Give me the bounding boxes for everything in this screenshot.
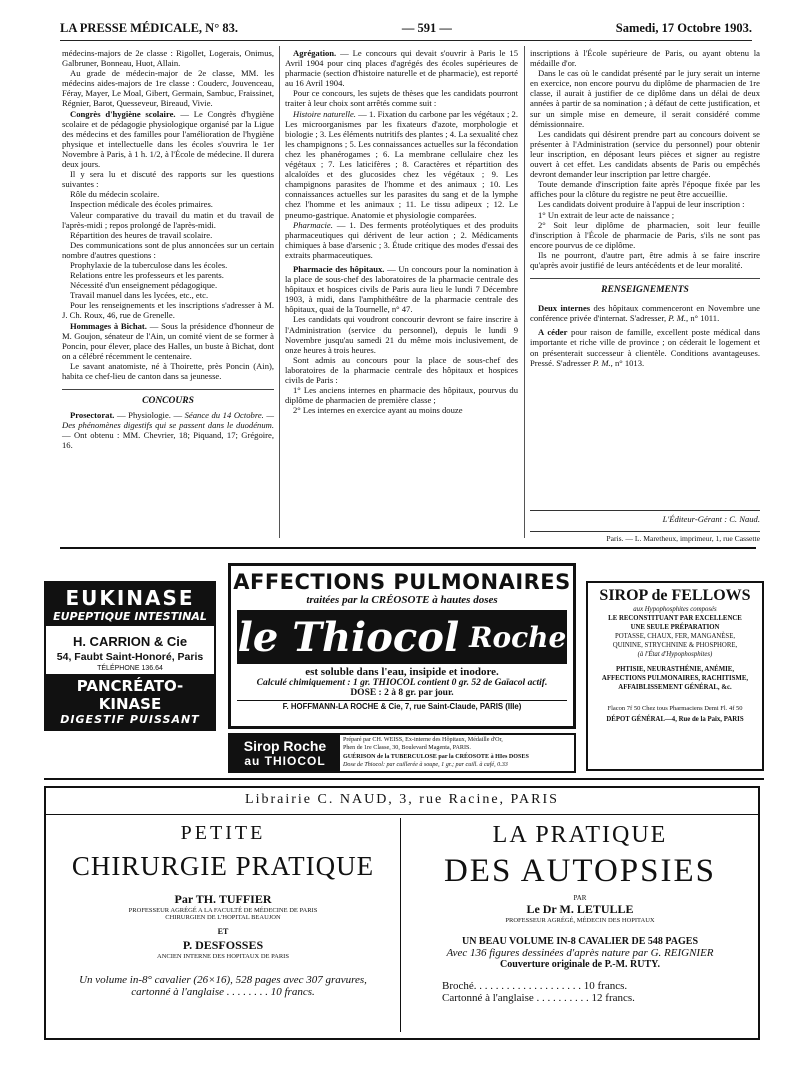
section-title: Agrégation.	[293, 48, 337, 58]
paragraph-text: — Ont obtenu : MM. Chevrier, 18; Piquand, 17; Grégoire, 16.	[62, 430, 274, 451]
ad-text: GUÉRISON de la TUBERCULOSE par la CRÉOSOTE à HIes DOSES	[343, 753, 529, 760]
ad-text: Dose de Thiocol: par cuillerée à soupe, 1 gr.; par cuill. à café, 0.33	[343, 762, 508, 769]
paragraph: Dans le cas où le candidat présenté par le jury serait un interne en exercice, non encore pourvu du diplôme de pharmacien de 1re classe, il aurait à justifier de ce diplôme dans un délai de deux années à partir de sa nomination ; à défaut de cette justification, et sur un simple mise en demeure, il serait considéré comme démissionnaire.	[530, 68, 760, 129]
section-heading-concours: CONCOURS	[62, 389, 274, 406]
book-petite-chirurgie	[46, 822, 400, 998]
paragraph: 1° Un extrait de leur acte de naissance ;	[538, 209, 675, 220]
ad-ref: P. M.	[592, 357, 611, 368]
depot-line: DÉPOT GÉNÉRAL—4, Rue de la Paix, PARIS	[606, 716, 744, 723]
subsection-title: Pharmacie.	[293, 219, 333, 230]
list-item: Prophylaxie de la tuberculose dans les écoles.	[70, 259, 228, 270]
maker-address: 54, Faubt Saint-Honoré, Paris	[56, 651, 204, 663]
column-divider	[279, 46, 280, 538]
book-divider	[400, 818, 401, 1032]
subsection-title: Histoire naturelle.	[293, 108, 356, 119]
ad-librairie-naud	[44, 786, 760, 1040]
list-item: Valeur comparative du travail du matin et du travail de l'après-midi ; repos prolongé de l'après-midi.	[62, 209, 274, 230]
paragraph	[285, 220, 518, 260]
book-title: LA PRATIQUE	[492, 822, 668, 848]
book-description: Couverture originale de P.-M. RUTY.	[500, 959, 660, 970]
paragraph	[285, 109, 518, 220]
ad-title: Deux internes	[538, 303, 591, 314]
paragraph: Pour les renseignements et les inscriptions s'adresser à M. J. Ch. Roux, 46, rue de Grenelle.	[62, 300, 274, 321]
section-heading-renseignements: RENSEIGNEMENTS	[530, 278, 760, 295]
paragraph-text: — Physiologie. —	[114, 410, 185, 421]
list-item: Relations entre les professeurs et les parents.	[70, 270, 224, 281]
book-description: Un volume in-8° cavalier (26×16), 528 pages avec 307 gravures,	[79, 974, 367, 986]
brand-name: au THIOCOL	[244, 753, 326, 768]
section-title: Congrès d'hygiène scolaire.	[70, 108, 176, 119]
book-author: Par TH. TUFFIER	[174, 892, 272, 906]
paragraph-text: — Sous la présidence d'honneur de M. Goujon, sénateur de l'Ain, un comité vient de se former à Poncin, pour élever, place des Halles, un buste à Bichat, dont on a célébré récemment le centenaire.	[62, 320, 274, 361]
page-header	[60, 6, 752, 41]
paragraph: inscriptions à l'École supérieure de Paris, ou ayant obtenu la médaille d'or.	[530, 48, 760, 69]
brand-box	[230, 735, 340, 771]
book-title: PETITE	[180, 822, 266, 844]
ad-section-rule	[60, 547, 756, 549]
book-title: DES AUTOPSIES	[443, 853, 717, 889]
paragraph: 2° Les internes en exercice ayant au moins douze	[293, 405, 463, 416]
ad-details	[340, 735, 574, 771]
paragraph: Il y sera lu et discuté des rapports sur les questions suivantes :	[62, 169, 274, 190]
ad-text: (à l'État d'Hypophosphites)	[637, 651, 713, 658]
book-price: Broché. . . . . . . . . . . . . . . . . . . . 10 francs.	[442, 980, 628, 992]
issue-date: Samedi, 17 Octobre 1903.	[615, 21, 752, 35]
paragraph: Pour ce concours, les sujets de thèses que les candidats pourront traiter à leur choix sont arrêtés comme suit :	[285, 88, 518, 109]
ad-text: AFFECTIONS PULMONAIRES, RACHITISME,	[601, 675, 749, 682]
ad-headline: AFFECTIONS PULMONAIRES	[233, 570, 571, 594]
ad-text: QUININE, STRYCHNINE & PHOSPHORE,	[612, 642, 738, 649]
list-item: Travail manuel dans les lycées, etc., etc.	[70, 290, 209, 301]
book-pratique-autopsies	[402, 822, 758, 1004]
maker-line: F. HOFFMANN-LA ROCHE & Cie, 7, rue Saint-Claude, PARIS (IIIe)	[237, 700, 567, 711]
ad-subheadline: traitées par la CRÉOSOTE à hautes doses	[306, 594, 498, 606]
paragraph: 2° Soit leur diplôme de pharmacien, soit leur feuille d'inscription à l'École de pharmacie de Paris, s'ils ne sont pas encore pourvus de ce diplôme.	[530, 219, 760, 250]
paragraph: Les candidats qui désirent prendre part au concours doivent se présenter à l'Administration (service du personnel) pour obtenir leur inscription, en déposant leurs pièces et signer au registre ouvert à cet effet. Les candidats absents de Paris ou empêchés devront demander leur inscription par lettre chargée.	[530, 128, 760, 180]
book-author: P. DESFOSSES	[182, 938, 264, 952]
ad-text: , n° 1013.	[610, 357, 645, 368]
editor-line: L'Éditeur-Gérant : C. Naud.	[530, 510, 760, 524]
ad-text: Phen de 1re Classe, 30, Boulevard Magenta, PARIS.	[343, 745, 471, 752]
classified-ad	[530, 327, 760, 367]
brand-name: SIROP de FELLOWS	[599, 587, 751, 604]
paragraph: Au grade de médecin-major de 2e classe, MM. les médecins aides-majors de 1re classe : Couderc, Jouvenceau, Féray, Mayer, Le Moal, Gibert, Germain, Sambuc, Fraissinet, Régnier, Barot, Quesseveur, Bireaud, Vivie.	[62, 68, 274, 109]
list-item: Rôle du médecin scolaire.	[70, 189, 160, 200]
list-item: Inspection médicale des écoles primaires.	[70, 199, 213, 210]
ad-text: POTASSE, CHAUX, FER, MANGANÈSE,	[614, 633, 736, 640]
column-1	[62, 48, 274, 451]
section-title: Prosectorat.	[70, 410, 115, 421]
column-3	[530, 48, 760, 368]
ad-text: PHTISIE, NEURASTHÉNIE, ANÉMIE,	[615, 666, 735, 673]
ad-text: est soluble dans l'eau, insipide et inodore.	[305, 666, 499, 678]
conjunction: PAR	[573, 894, 587, 902]
paragraph	[62, 410, 274, 450]
paragraph: 1° Les anciens internes en pharmacie des hôpitaux, pourvus du diplôme de pharmacien de première classe ;	[285, 385, 518, 406]
maker-phone: TÉLÉPHONE 136.64	[97, 665, 163, 672]
list-item: Répartition des heures de travail scolaire.	[70, 229, 213, 240]
paragraph: Les candidats doivent produire à l'appui de leur inscription :	[538, 199, 745, 210]
paragraph: Toute demande d'inscription faite après l'époque fixée par les affiches pour la clôture du registre ne peut être accueillie.	[530, 179, 760, 200]
paragraph	[62, 321, 274, 361]
product-name: PANCRÉATO-KINASE	[76, 677, 184, 713]
paragraph	[62, 109, 274, 170]
list-item: Nécessité d'un enseignement pédagogique.	[70, 280, 218, 291]
ad-text: Calculé chimiquement : 1 gr. THIOCOL contient 0 gr. 52 de Gaïacol actif.	[256, 678, 548, 688]
paragraph-text: Séance du 14 Octobre. — Des phénomènes digestifs qui se passent dans le duodénum.	[62, 410, 275, 431]
paragraph: Les candidats qui voudront concourir devront se faire inscrire à l'Administration (service du personnel), depuis le lundi 9 Novembre jusqu'au samedi 21 du même mois inclusivement, de onze heures à trois heures.	[285, 314, 518, 355]
ad-text: aux Hypophosphites composés	[633, 606, 717, 613]
product-tagline: DIGESTIF PUISSANT	[60, 713, 200, 726]
ad-ref: P. M.	[668, 313, 687, 324]
ad-section-rule	[44, 778, 764, 780]
book-price: Cartonné à l'anglaise . . . . . . . . . . 12 francs.	[442, 992, 635, 1004]
ad-thiocol	[228, 563, 576, 729]
ad-text: des hôpitaux commenceront en Novembre une conférence privée d'internat. S'adresser,	[530, 303, 760, 324]
section-title: Hommages à Bichat.	[70, 320, 147, 331]
column-divider	[524, 46, 525, 538]
author-credential: PROFESSEUR AGRÉGÉ A LA FACULTÉ DE MÉDECINE DE PARIS	[128, 907, 318, 914]
section-title: Pharmacie des hôpitaux.	[293, 263, 385, 274]
paragraph	[285, 48, 518, 88]
paragraph-text: — 1. Des ferments protéolytiques et des produits pharmaceutiques qui dérivent de leur action ; 2. Médicaments chimiques à base d'arsenic ; 3. Étude critique des modes d'essai des extraits pharmaceutiques.	[285, 219, 518, 260]
paragraph	[285, 264, 518, 314]
paragraph-text: — Le Congrès d'hygiène scolaire et de pédagogie physiologique organisé par la Ligue des médecins et des familles pour l'amélioration de l'hygiène physique et intellectuelle dans les écoles s'ouvrira le 1er Novembre à Paris, à 1 h. 1/2, à l'École de médecine. Il durera deux jours.	[62, 108, 274, 170]
publisher-line: Librairie C. NAUD, 3, rue Racine, PARIS	[46, 792, 758, 815]
book-price: cartonné à l'anglaise . . . . . . . . 10 francs.	[131, 986, 315, 998]
maker-name: H. CARRION & Cie	[72, 634, 188, 649]
conjunction: ET	[217, 927, 229, 936]
ad-sirop-roche	[228, 733, 576, 773]
author-credential: PROFESSEUR AGRÉGÉ, MÉDECIN DES HOPITAUX	[505, 917, 655, 924]
brand-name: Roche	[469, 620, 567, 654]
page-number: — 591 —	[401, 21, 452, 35]
book-title: CHIRURGIE PRATIQUE	[71, 851, 375, 881]
brand-banner	[237, 610, 567, 664]
product-name: EUKINASE	[46, 583, 214, 610]
paragraph-text: — 1. Fixation du carbone par les végétaux ; 2. Les microorganismes par les fixateurs d'azote, morphologie et biologie ; 3. Les éléments nutritifs des plantes ; 4. La sexualité chez les champignons ; 5. Les connaissances actuelles sur la fécondation chez les phanérogames ; 6. La membrane cellulaire chez les végétaux ; 7. Les laticifères ; 8. Caractères et répartition des alcaloïdes et des glucosides chez les végétaux ; 9. Les champignons parasites de l'homme et des animaux ; 10. Les connaissances actuelles sur les parasites du sang et de la lymphe chez l'homme et les animaux ; 11. Le tissu adipeux ; 12. Le pneumo-gastrique. Anatomie et physiologie comparées.	[285, 108, 518, 220]
column-2	[285, 48, 518, 415]
paragraph-text: — Un concours pour la nomination à la place de sous-chef des laboratoires de la pharmacie centrale des hôpitaux et hospices civils de Paris aura lieu le lundi 7 Décembre 1903, à midi, dans l'amphithéâtre de la pharmacie centrale des hôpitaux, quai de la Tournelle, n° 47.	[285, 263, 518, 315]
price-line: Flacon 7f 50 Chez tous Pharmaciens Demi Fl. 4f 50	[607, 705, 743, 712]
book-description: UN BEAU VOLUME IN-8 CAVALIER DE 548 PAGES	[461, 936, 699, 947]
ad-text: UNE SEULE PRÉPARATION	[630, 624, 720, 631]
ad-sirop-fellows	[586, 581, 764, 771]
classified-ad	[530, 303, 760, 323]
ad-title: A céder	[538, 327, 568, 338]
product-tagline: EUPEPTIQUE INTESTINAL	[46, 610, 214, 628]
list-item: Des communications sont de plus annoncées sur un certain nombre d'autres questions :	[62, 239, 274, 260]
ad-text: LE RECONSTITUANT PAR EXCELLENCE	[608, 615, 742, 622]
printer-line: Paris. — L. Maretheux, imprimeur, 1, rue Cassette	[530, 531, 760, 543]
ad-eukinase	[44, 581, 216, 731]
book-author: Le Dr M. LETULLE	[526, 902, 634, 916]
book-description: Avec 136 figures dessinées d'après nature par G. REIGNIER	[446, 947, 714, 959]
ad-text: DOSE : 2 à 8 gr. par jour.	[350, 688, 454, 698]
paragraph-text: — Le concours qui devait s'ouvrir à Paris le 15 Avril 1904 pour cinq places d'agrégés des écoles supérieures de pharmacie (section d'histoire naturelle et de pharmacie), est reporté au 16 Avril 1904.	[285, 48, 518, 89]
ad-text: Préparé par CH. WEISS, Ex-interne des Hôpitaux, Médaille d'Or,	[343, 737, 503, 743]
brand-name: Sirop Roche	[243, 737, 327, 754]
ad-text: pour raison de famille, excellent poste médical dans importante et riche ville de province ; on céderait le logement et on présenterait successeur à clientèle. Conditions avantageuses. Pressé. S'adresser	[530, 327, 760, 368]
author-credential: ANCIEN INTERNE DES HOPITAUX DE PARIS	[157, 953, 289, 960]
author-credential: CHIRURGIEN DE L'HOPITAL BEAUJON	[165, 914, 281, 921]
paragraph: Ils ne pourront, d'autre part, être admis à se faire inscrire qu'après avoir justifié de leurs antécédents et de leur moralité.	[530, 249, 760, 270]
paragraph: médecins-majors de 2e classe : Rigollet, Logerais, Onimus, Galbruner, Bonneau, Huot, Allain.	[62, 48, 274, 69]
journal-title: LA PRESSE MÉDICALE, N° 83.	[60, 21, 238, 35]
paragraph: Sont admis au concours pour la place de sous-chef des laboratoires de la pharmacie centrale des hôpitaux et hospices civils de Paris :	[285, 354, 518, 385]
brand-name: le Thiocol	[237, 613, 460, 661]
ad-text: AFFAIBLISSEMENT GÉNÉRAL, &c.	[618, 684, 732, 691]
ad-text: , n° 1011.	[686, 313, 720, 324]
paragraph: Le savant anatomiste, né à Thoirette, près Poncin (Ain), habita ce chef-lieu de canton dans sa jeunesse.	[62, 360, 274, 381]
